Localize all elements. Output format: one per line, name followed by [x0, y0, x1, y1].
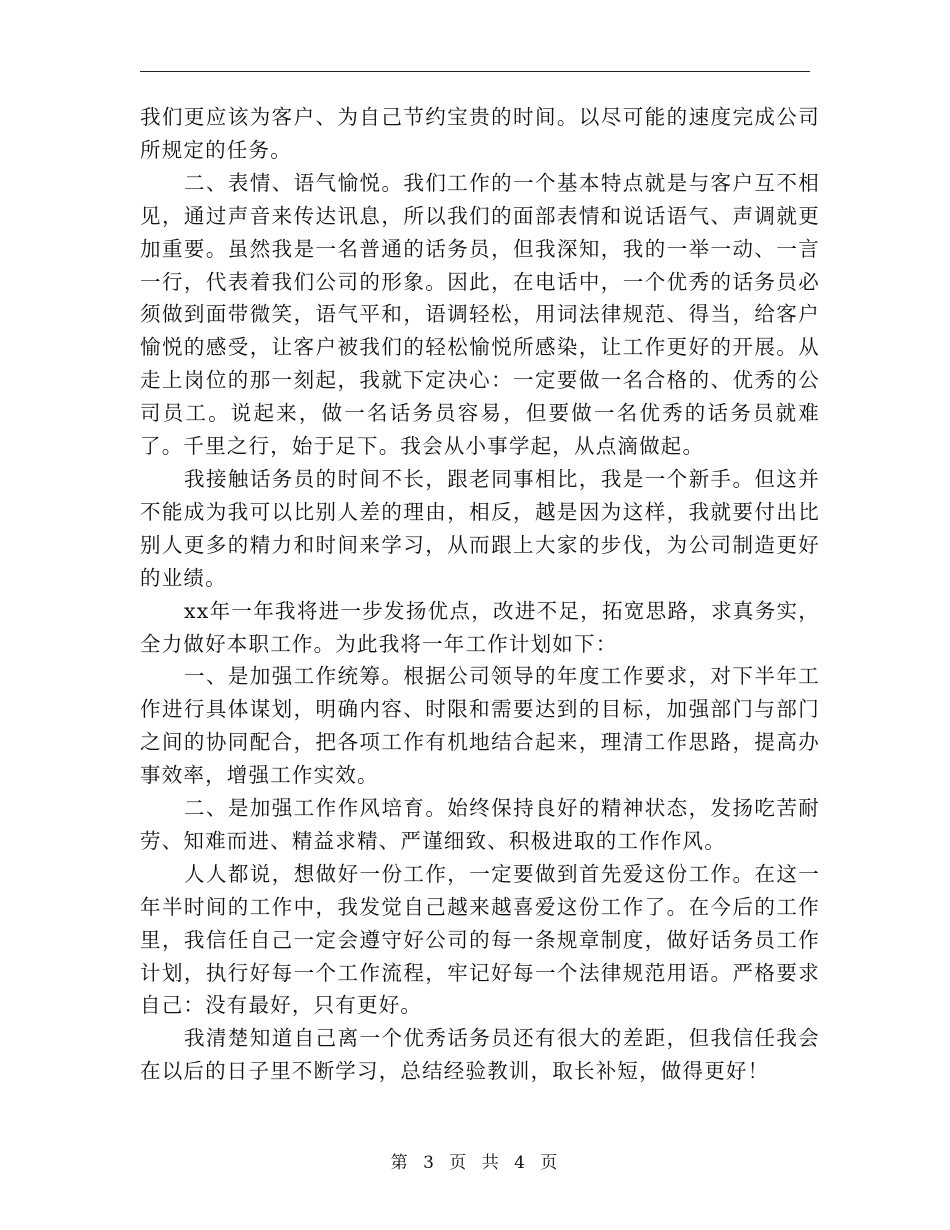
paragraph: 二、表情、语气愉悦。我们工作的一个基本特点就是与客户互不相见，通过声音来传达讯息，所以我们的面部表情和说话语气、声调就更加重要。虽然我是一名普通的话务员，但我深知，我的一举一动、一言一行，代表着我们公司的形象。因此，在电话中，一个优秀的话务员必须做到面带微笑，语气平和，语调轻松，用词法律规范、得当，给客户愉悦的感受，让客户被我们的轻松愉悦所感染，让工作更好的开展。从走上岗位的那一刻起，我就下定决心：一定要做一名合格的、优秀的公司员工。说起来，做一名话务员容易，但要做一名优秀的话务员就难了。千里之行，始于足下。我会从小事学起，从点滴做起。 — [140, 170, 820, 459]
paragraph: 人人都说，想做好一份工作，一定要做到首先爱这份工作。在这一年半时间的工作中，我发觉自己越来越喜爱这份工作了。在今后的工作里，我信任自己一定会遵守好公司的每一条规章制度，做好话务员工作计划，执行好每一个工作流程，牢记好每一个法律规范用语。严格要求自己：没有最好，只有更好。 — [140, 861, 820, 1018]
paragraph: 我清楚知道自己离一个优秀话务员还有很大的差距，但我信任我会在以后的日子里不断学习，总结经验教训，取长补短，做得更好！ — [140, 1026, 820, 1084]
page-footer: 第 3 页 共 4 页 — [390, 1153, 560, 1173]
header-rule — [140, 71, 810, 72]
paragraph: 二、是加强工作作风培育。始终保持良好的精神状态，发扬吃苦耐劳、知难而进、精益求精、严谨细致、积极进取的工作作风。 — [140, 796, 820, 853]
document-body — [140, 101, 820, 1088]
paragraph: 我们更应该为客户、为自己节约宝贵的时间。以尽可能的速度完成公司所规定的任务。 — [140, 105, 820, 162]
paragraph: xx年一年我将进一步发扬优点，改进不足，拓宽思路，求真务实，全力做好本职工作。为此我将一年工作计划如下： — [140, 598, 820, 656]
paragraph: 一、是加强工作统筹。根据公司领导的年度工作要求，对下半年工作进行具体谋划，明确内容、时限和需要达到的目标，加强部门与部门之间的协同配合，把各项工作有机地结合起来，理清工作思路，提高办事效率，增强工作实效。 — [140, 664, 820, 788]
paragraph: 我接触话务员的时间不长，跟老同事相比，我是一个新手。但这并不能成为我可以比别人差的理由，相反，越是因为这样，我就要付出比别人更多的精力和时间来学习，从而跟上大家的步伐，为公司制造更好的业绩。 — [140, 466, 820, 590]
